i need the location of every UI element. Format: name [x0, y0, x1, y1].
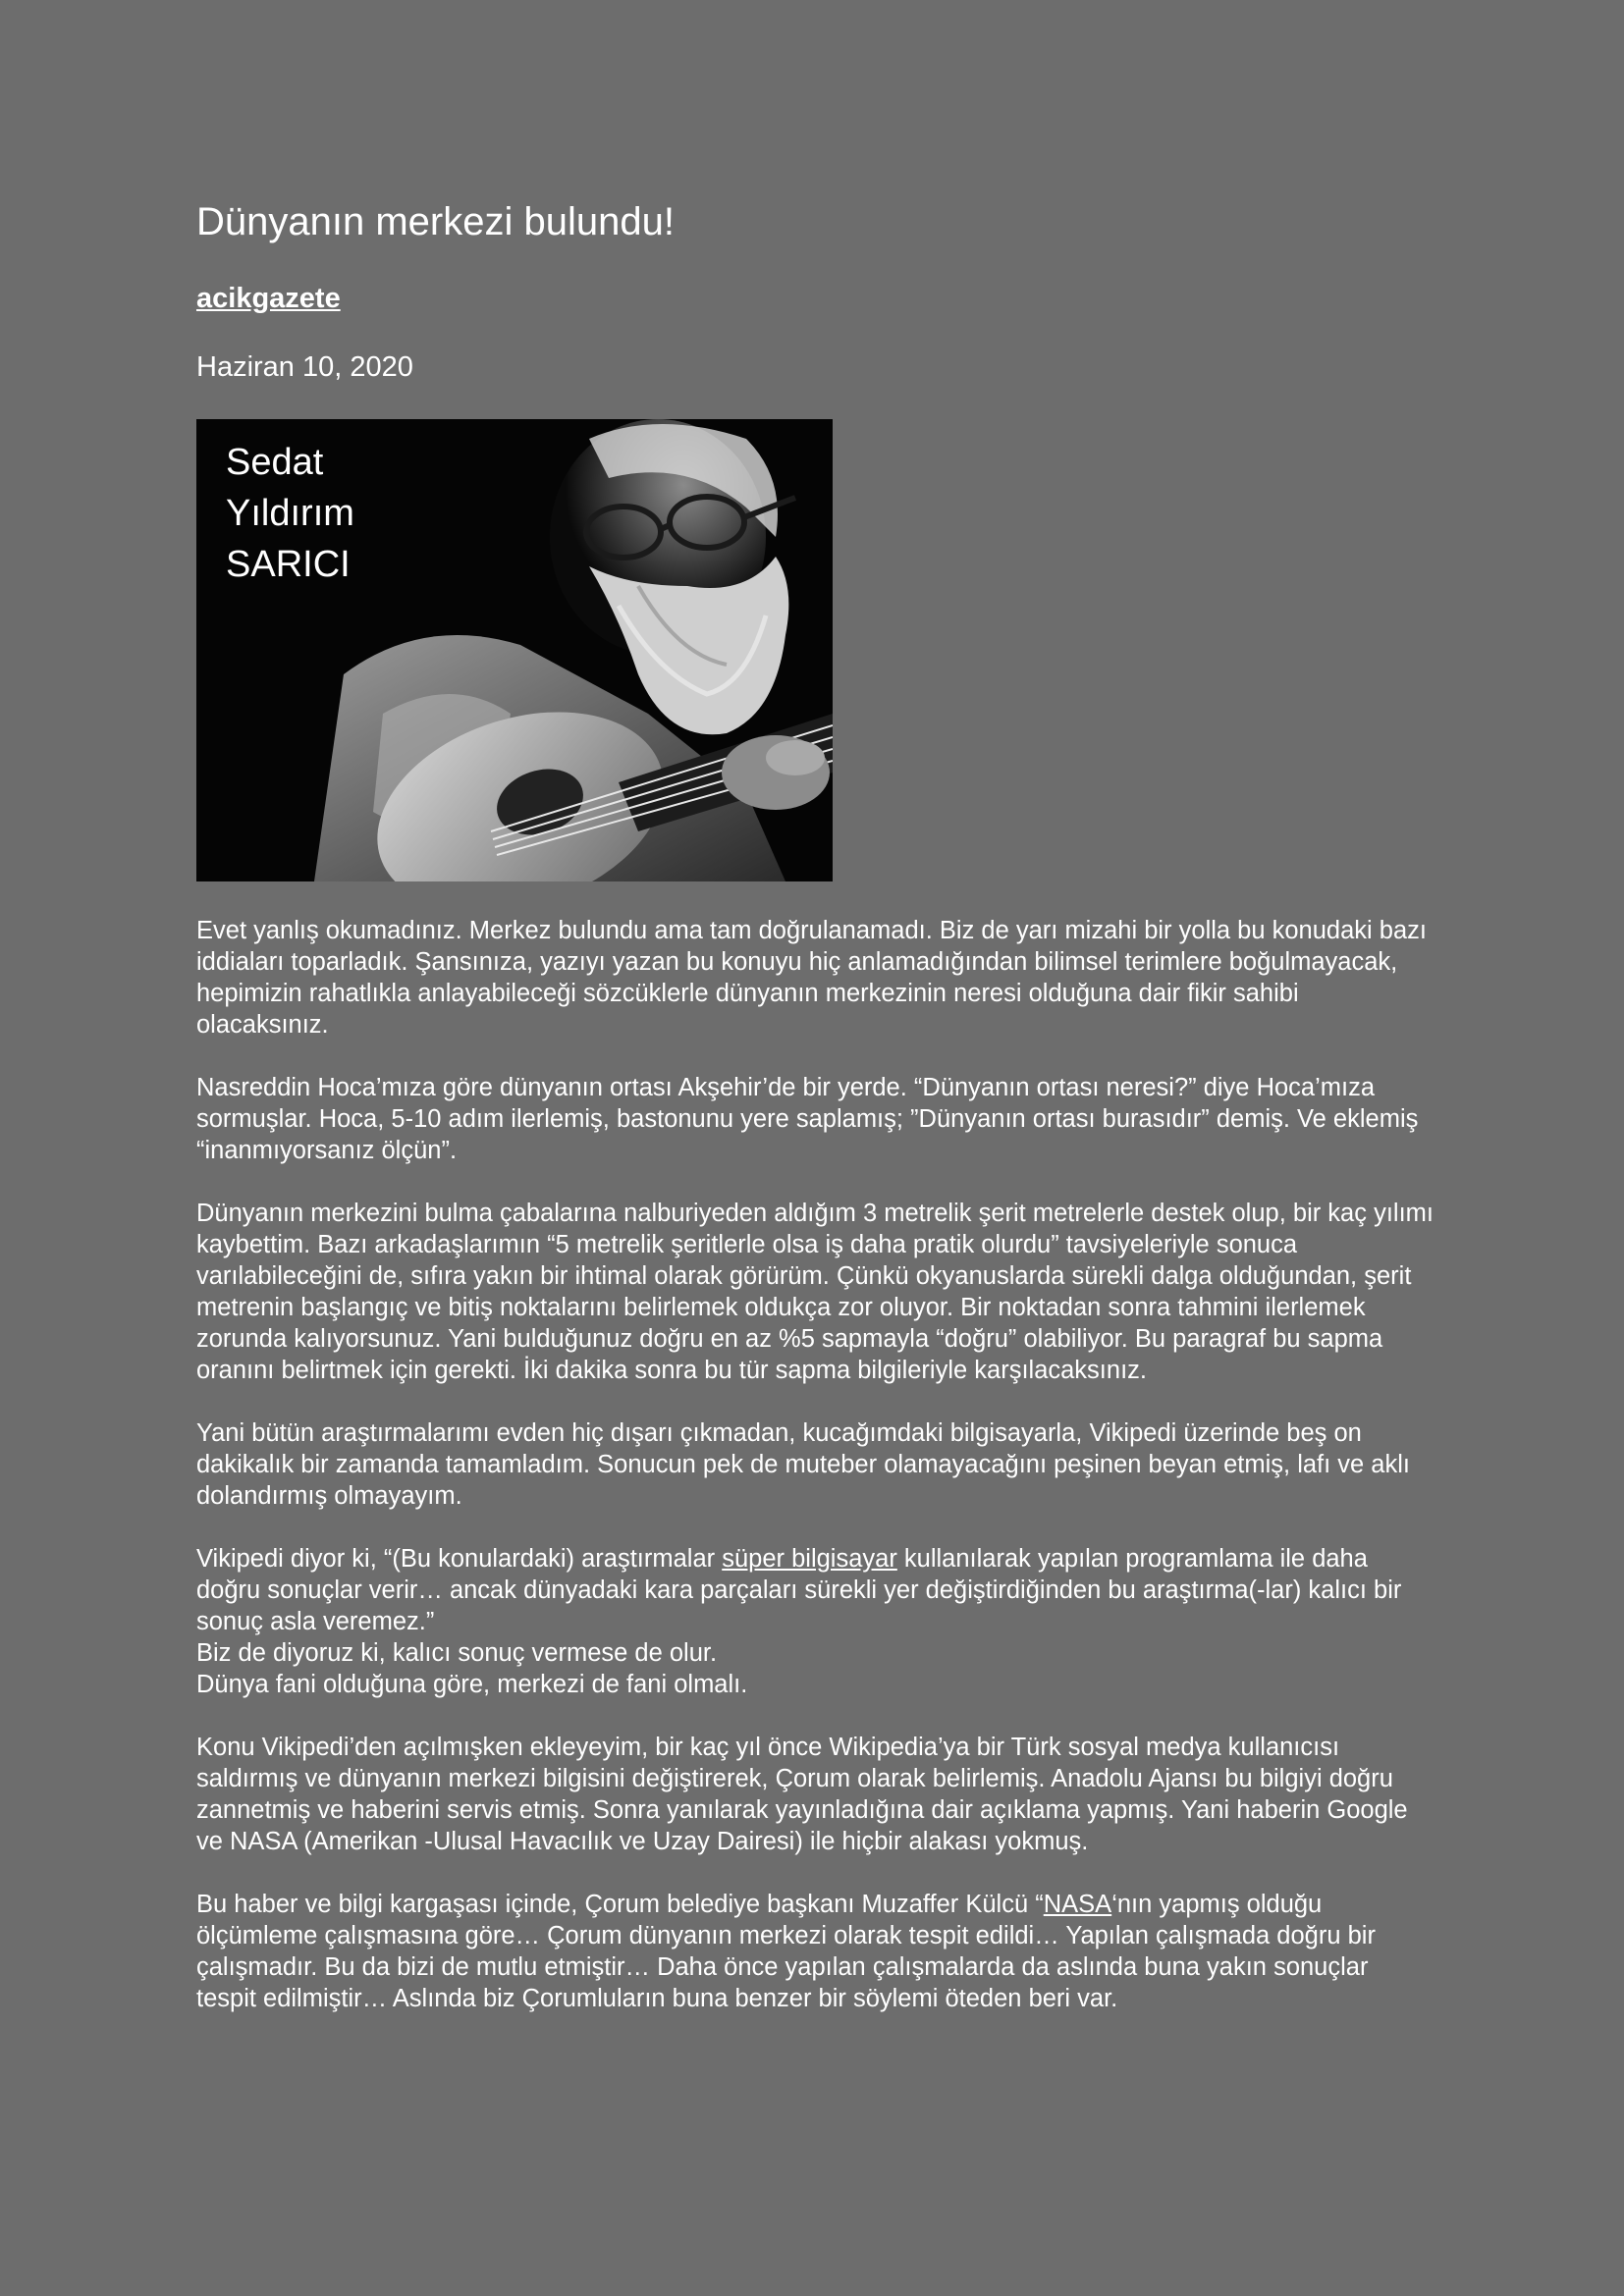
paragraph: Konu Vikipedi’den açılmışken ekleyeyim, bir kaç yıl önce Wikipedia’ya bir Türk sosyal medya kullanıcısı saldırmış ve dünyanın merkezi bilgisini değiştirerek, Çorum olarak belirlemiş. Anadolu Ajansı bu bilgiyi doğru zannetmiş ve haberini servis etmiş. Sonra yanılarak yayınladığına dair açıklama yapmış. Yani haberin Google ve NASA (Amerikan -Ulusal Havacılık ve Uzay Dairesi) ile hiçbir alakası yokmuş. — [196, 1734, 1408, 1855]
photo-caption-line: Sedat — [226, 442, 324, 483]
paragraph — [196, 1543, 1434, 1700]
publish-date: Haziran 10, 2020 — [196, 351, 413, 383]
super-computer-link[interactable]: süper bilgisayar — [722, 1545, 897, 1573]
nasa-link[interactable]: NASA — [1043, 1891, 1112, 1918]
author-photo — [196, 419, 833, 881]
photo-caption-line: SARICI — [226, 544, 351, 585]
article-title: Dünyanın merkezi bulundu! — [196, 200, 675, 243]
paragraph: Yani bütün araştırmalarımı evden hiç dışarı çıkmadan, kucağımdaki bilgisayarla, Vikipedi üzerinde beş on dakikalık bir zamanda tamamladım. Sonucun pek de muteber olamayacağını peşinen beyan etmiş, lafı ve aklı dolandırmış olmayayım. — [196, 1419, 1410, 1510]
text-span: kullanılarak yapılan programlama ile daha doğru sonuçlar verir… ancak dünyadaki kara parçaları sürekli yer değiştirdiğinden bu araştırma(-lar) kalıcı bir sonuç asla veremez.” — [196, 1545, 1402, 1635]
author-link[interactable]: acikgazete — [196, 283, 341, 314]
paragraph: Nasreddin Hoca’mıza göre dünyanın ortası Akşehir’de bir yerde. “Dünyanın ortası neresi?” diye Hoca’mıza sormuşlar. Hoca, 5-10 adım ilerlemiş, bastonunu yere saplamış; ”Dünyanın ortası burasıdır” demiş. Ve eklemiş “inanmıyorsanız ölçün”. — [196, 1074, 1419, 1164]
paragraph — [196, 1889, 1434, 2014]
photo-caption — [226, 437, 354, 590]
paragraph-line — [196, 1543, 1434, 1637]
text-span: Vikipedi diyor ki, “(Bu konulardaki) araştırmalar — [196, 1545, 723, 1573]
text-span: Bu haber ve bilgi kargaşası içinde, Çorum belediye başkanı Muzaffer Külcü “ — [196, 1891, 1044, 1918]
paragraph-line: Biz de diyoruz ki, kalıcı sonuç vermese de olur. — [196, 1639, 718, 1667]
paragraph-line: Dünya fani olduğuna göre, merkezi de fani olmalı. — [196, 1671, 748, 1698]
article-body — [196, 915, 1434, 2046]
text-span: ‘nın yapmış olduğu ölçümleme çalışmasına göre… Çorum dünyanın merkezi olarak tespit edildi… Yapılan çalışmada doğru bir çalışmadır. Bu da bizi de mutlu etmiştir… Daha önce yapılan çalışmalarda da aslında buna yakın sonuçlar tespit edilmiştir… Aslında biz Çorumluların buna benzer bir söylemi öteden beri var. — [196, 1891, 1376, 2012]
paragraph: Evet yanlış okumadınız. Merkez bulundu ama tam doğrulanamadı. Biz de yarı mizahi bir yolla bu konudaki bazı iddiaları toparladık. Şansınıza, yazıyı yazan bu konuyu hiç anlamadığından bilimsel terimlere boğulmayacak, hepimizin rahatlıkla anlayabileceği sözcüklerle dünyanın merkezinin neresi olduğuna dair fikir sahibi olacaksınız. — [196, 917, 1427, 1039]
paragraph: Dünyanın merkezini bulma çabalarına nalburiyeden aldığım 3 metrelik şerit metrelerle destek olup, bir kaç yılımı kaybettim. Bazı arkadaşlarımın “5 metrelik şeritlerle olsa iş daha pratik olurdu” tavsiyeleriyle sonuca varılabileceğini de, sıfıra yakın bir ihtimal olarak görürüm. Çünkü okyanuslarda sürekli dalga olduğundan, şerit metrenin başlangıç ve bitiş noktalarını belirlemek oldukça zor oluyor. Bir noktadan sonra tahmini ilerlemek zorunda kalıyorsunuz. Yani bulduğunuz doğru en az %5 sapmayla “doğru” olabiliyor. Bu paragraf bu sapma oranını belirtmek için gerekti. İki dakika sonra bu tür sapma bilgileriyle karşılacaksınız. — [196, 1200, 1434, 1384]
photo-caption-line: Yıldırım — [226, 493, 354, 534]
